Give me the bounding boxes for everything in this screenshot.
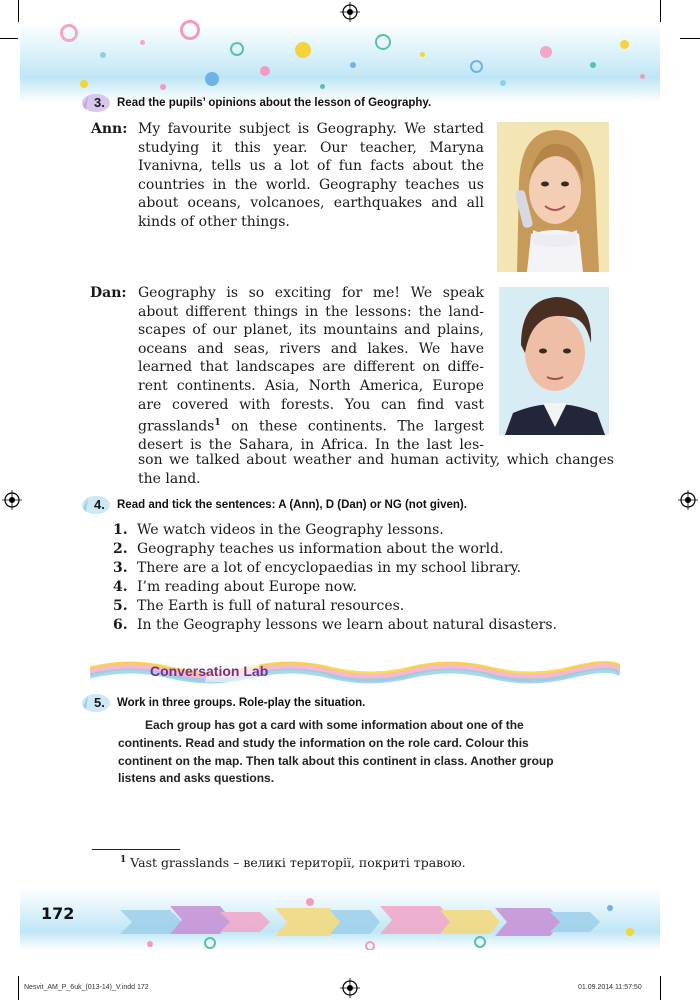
print-file-info: Nesvit_AM_P_6uk_(013-14)_V.indd 172 bbox=[24, 984, 149, 991]
text-line: about oceans, volcanoes, earthquakes and all bbox=[138, 195, 484, 212]
speaker-name-dan: Dan: bbox=[90, 285, 127, 301]
crop-mark bbox=[660, 976, 661, 1000]
text-line: are covered with forests. You can find vast bbox=[138, 396, 484, 413]
grasslands-word: grasslands bbox=[138, 418, 215, 435]
print-date-info: 01.09.2014 11:57:50 bbox=[578, 984, 642, 991]
list-item bbox=[113, 617, 557, 633]
text-line: studying it this year. Our teacher, Maryna bbox=[138, 139, 484, 156]
footnote bbox=[120, 855, 466, 870]
ann-opinion-text bbox=[138, 120, 484, 232]
list-item bbox=[113, 579, 357, 595]
exercise-instruction: Read and tick the sentences: A (Ann), D (Dan) or NG (not given). bbox=[117, 499, 467, 511]
list-item bbox=[113, 541, 504, 557]
text-line: listens and asks questions. bbox=[118, 771, 275, 786]
list-number: 2. bbox=[113, 541, 128, 557]
list-item bbox=[113, 522, 444, 538]
text-line: the land. bbox=[138, 470, 201, 487]
role-play-instructions bbox=[118, 717, 618, 788]
page-number: 172 bbox=[41, 904, 75, 923]
exercise-instruction: Read the pupils’ opinions about the lesson of Geography. bbox=[117, 97, 432, 109]
footnote-text: Vast grasslands – великі території, покриті травою. bbox=[130, 855, 466, 871]
dan-opinion-text bbox=[138, 284, 484, 455]
text-fragment: on these continents. The largest bbox=[231, 418, 485, 435]
girl-portrait-icon bbox=[497, 122, 609, 272]
footnote-mark: 1 bbox=[214, 418, 221, 429]
text-line: My favourite subject is Geography. We started bbox=[138, 121, 484, 137]
section-title: Conversation Lab bbox=[150, 663, 269, 679]
list-number: 6. bbox=[113, 617, 128, 633]
crop-mark bbox=[18, 0, 19, 22]
text-line: countries in the world. Geography teaches us bbox=[138, 176, 484, 193]
header-decoration bbox=[20, 22, 660, 102]
crop-mark bbox=[0, 38, 18, 39]
list-text: I’m reading about Europe now. bbox=[137, 579, 358, 595]
text-line bbox=[138, 414, 484, 436]
registration-mark-icon bbox=[2, 490, 22, 510]
exercise-number: 3. bbox=[94, 95, 105, 110]
crop-mark bbox=[680, 38, 700, 39]
text-line: Geography is so exciting for me! We speak bbox=[138, 285, 484, 301]
text-line: scapes of our planet, its mountains and plains, bbox=[138, 322, 484, 339]
registration-mark-icon bbox=[678, 490, 698, 510]
exercise-instruction: Work in three groups. Role-play the situation. bbox=[117, 697, 366, 709]
list-text: Geography teaches us information about the world. bbox=[137, 541, 504, 557]
text-line: continents. Read and study the information on the role card. Colour this bbox=[118, 735, 529, 750]
list-item bbox=[113, 560, 521, 576]
boy-portrait-icon bbox=[499, 287, 609, 435]
text-line: oceans and seas, rivers and lakes. We have bbox=[138, 340, 484, 357]
list-item bbox=[113, 598, 404, 614]
list-number: 1. bbox=[113, 522, 128, 538]
list-number: 3. bbox=[113, 560, 128, 576]
list-number: 4. bbox=[113, 579, 128, 595]
list-text: In the Geography lessons we learn about natural disasters. bbox=[137, 617, 558, 633]
text-line: desert is the Sahara, in Africa. In the last les- bbox=[138, 437, 484, 454]
footnote-divider bbox=[92, 849, 180, 850]
registration-mark-icon bbox=[340, 978, 360, 998]
dan-photo bbox=[499, 287, 609, 435]
crop-mark bbox=[660, 0, 661, 22]
list-text: We watch videos in the Geography lessons. bbox=[137, 522, 444, 538]
text-line: rent continents. Asia, North America, Europe bbox=[138, 377, 484, 394]
list-text: There are a lot of encyclopaedias in my school library. bbox=[137, 560, 522, 576]
list-text: The Earth is full of natural resources. bbox=[137, 598, 405, 614]
text-line: learned that landscapes are different on diffe- bbox=[138, 359, 484, 376]
text-line: kinds of other things. bbox=[138, 213, 290, 230]
footnote-number: 1 bbox=[120, 855, 127, 865]
text-line: Ivanivna, tells us a lot of fun facts about the bbox=[138, 158, 484, 175]
text-line: continent on the map. Then talk about this continent in class. Another group bbox=[118, 753, 554, 768]
list-number: 5. bbox=[113, 598, 128, 614]
arrow-ornaments-icon bbox=[20, 888, 660, 950]
exercise-number: 4. bbox=[94, 497, 105, 512]
exercise-number: 5. bbox=[94, 695, 105, 710]
text-line: about different things in the lessons: the land- bbox=[138, 303, 484, 320]
text-line: son we talked about weather and human activity, which changes bbox=[138, 452, 614, 468]
footer-decoration bbox=[20, 888, 660, 950]
registration-mark-icon bbox=[340, 2, 360, 22]
text-line: Each group has got a card with some information about one of the bbox=[145, 718, 524, 732]
speaker-name-ann: Ann: bbox=[91, 121, 128, 137]
ann-photo bbox=[497, 122, 609, 272]
dan-opinion-text-continued bbox=[138, 451, 614, 488]
crop-mark bbox=[18, 976, 19, 1000]
